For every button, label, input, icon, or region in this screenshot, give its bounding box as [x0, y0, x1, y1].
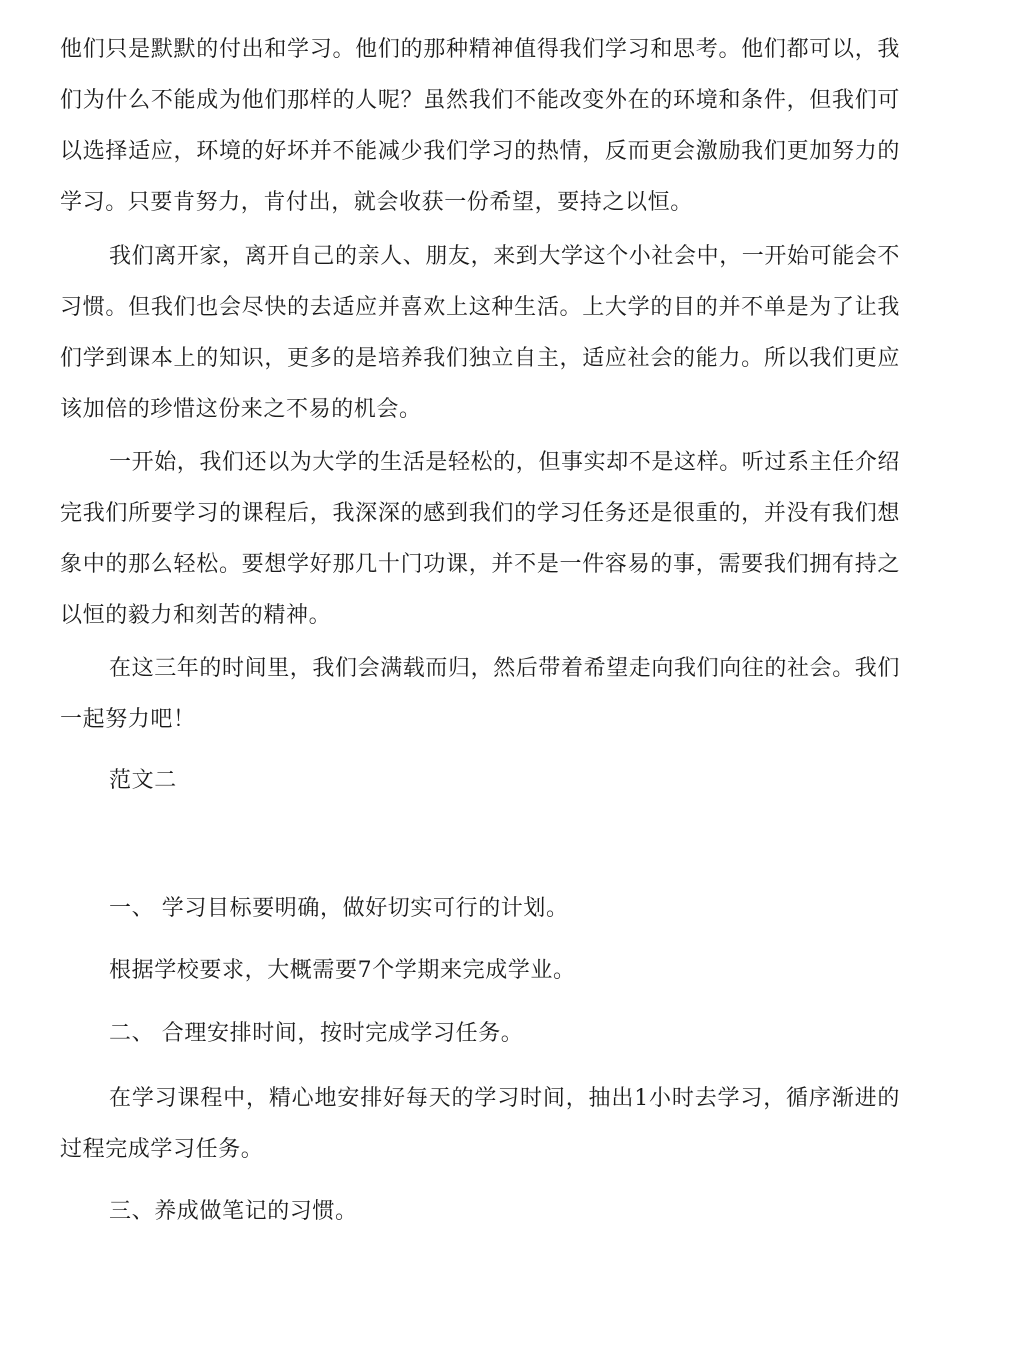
- point-one-heading: 一、 学习目标要明确，做好切实可行的计划。: [109, 896, 569, 921]
- point-two-body: 在学习课程中，精心地安排好每天的学习时间，抽出1小时去学习，循序渐进的过程完成学习任务。: [60, 1086, 900, 1162]
- point-three-heading: 三、养成做笔记的习惯。: [109, 1199, 358, 1224]
- paragraph-continuation: 他们只是默默的付出和学习。他们的那种精神值得我们学习和思考。他们都可以，我们为什么不能成为他们那样的人呢？虽然我们不能改变外在的环境和条件，但我们可以选择适应，环境的好坏并不能减少我们学习的热情，反而更会激励我们更加努力的学习。只要肯努力，肯付出，就会收获一份希望，要持之以恒。: [60, 37, 900, 215]
- point-one-body: 根据学校要求，大概需要7个学期来完成学业。: [109, 958, 576, 983]
- paragraph-leaving-home: 我们离开家，离开自己的亲人、朋友，来到大学这个小社会中，一开始可能会不习惯。但我们也会尽快的去适应并喜欢上这种生活。上大学的目的并不单是为了让我们学到课本上的知识，更多的是培养我们独立自主，适应社会的能力。所以我们更应该加倍的珍惜这份来之不易的机会。: [60, 244, 901, 422]
- paragraph-three-years: 在这三年的时间里，我们会满载而归，然后带着希望走向我们向往的社会。我们一起努力吧！: [60, 656, 901, 732]
- section-heading-sample-two: 范文二: [109, 768, 177, 793]
- point-two-heading: 二、 合理安排时间，按时完成学习任务。: [109, 1021, 524, 1046]
- paragraph-university-life: 一开始，我们还以为大学的生活是轻松的，但事实却不是这样。听过系主任介绍完我们所要学习的课程后，我深深的感到我们的学习任务还是很重的，并没有我们想象中的那么轻松。要想学好那几十门功课，并不是一件容易的事，需要我们拥有持之以恒的毅力和刻苦的精神。: [60, 450, 901, 628]
